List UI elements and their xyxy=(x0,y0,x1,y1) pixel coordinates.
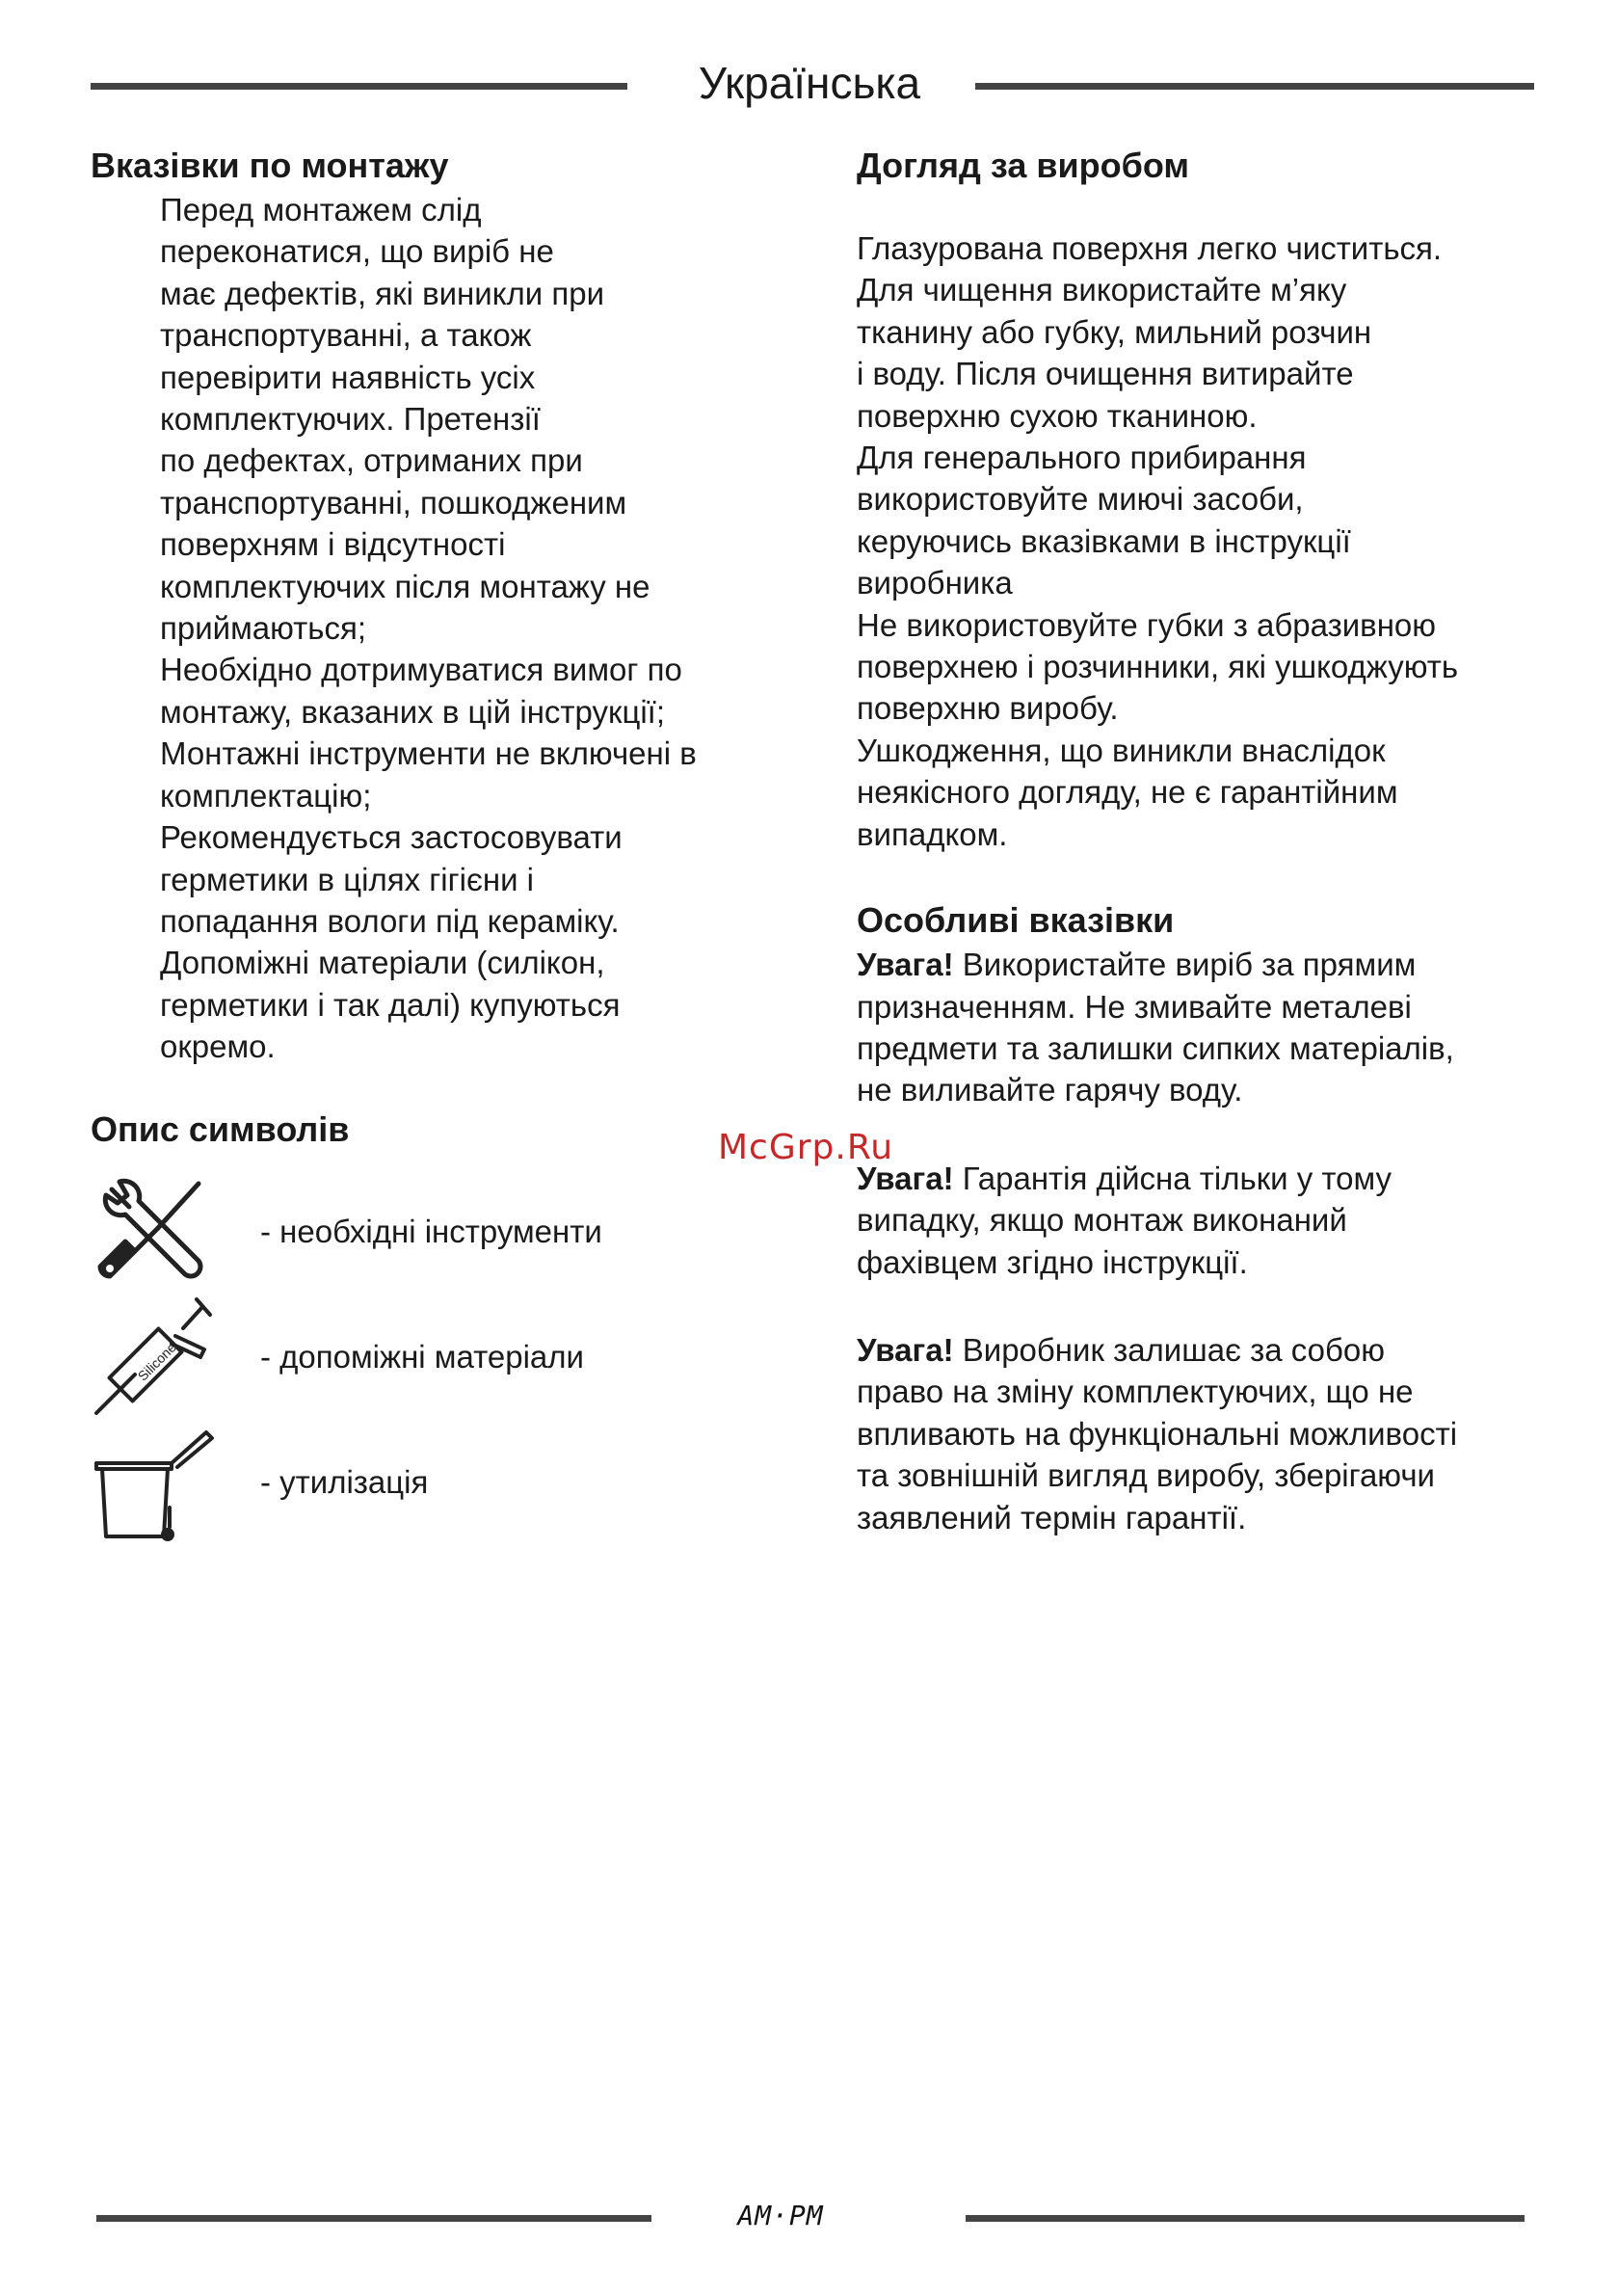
installation-text xyxy=(91,189,784,1068)
special-line: право на зміну комплектуючих, що не xyxy=(857,1374,1414,1410)
symbols-list xyxy=(91,1168,765,1544)
care-line: поверхню сухою тканиною. xyxy=(857,397,1258,434)
care-line: Для генерального прибирання xyxy=(857,440,1307,476)
installation-line: переконатися, що виріб не xyxy=(160,233,554,270)
warning-label: Увага! xyxy=(857,1160,954,1196)
installation-line: попадання вологи під кераміку. xyxy=(160,902,620,939)
installation-line: перевірити наявність усіх xyxy=(160,359,536,395)
installation-line: монтажу, вказаних в цій інструкції; xyxy=(160,693,666,730)
care-line: тканину або губку, мильний розчин xyxy=(857,313,1372,350)
installation-line: Необхідно дотримуватися вимог по xyxy=(160,652,682,688)
silicone-label: Silicone xyxy=(134,1339,179,1384)
installation-line: транспортуванні, пошкодженим xyxy=(160,484,627,521)
special-line: впливають на функціональні можливості xyxy=(857,1415,1458,1452)
care-line: керуючись вказівками в інструкції xyxy=(857,522,1351,559)
header-rule-right xyxy=(975,83,1534,90)
installation-section xyxy=(91,143,784,1068)
symbol-label-disposal: - утилізація xyxy=(260,1464,429,1500)
installation-line: комплектацію; xyxy=(160,777,372,814)
special-line: призначенням. Не змивайте металеві xyxy=(857,988,1412,1025)
care-line: Глазурована поверхня легко чиститься. xyxy=(857,230,1443,266)
special-line: не виливайте гарячу воду. xyxy=(857,1072,1243,1108)
installation-line: герметики в цілях гігієни і xyxy=(160,861,535,897)
installation-line: Монтажні інструменти не включені в xyxy=(160,735,697,772)
care-line: Для чищення використайте м’яку xyxy=(857,272,1347,308)
symbol-label-materials: - допоміжні матеріали xyxy=(260,1339,584,1375)
footer-rule-left xyxy=(96,2215,651,2222)
symbol-row-materials xyxy=(91,1294,765,1419)
symbol-row-disposal xyxy=(91,1419,765,1544)
warning-text: Гарантія дійсна тільки у тому xyxy=(962,1160,1393,1196)
installation-line: герметики і так далі) купуються xyxy=(160,986,621,1023)
installation-line: транспортуванні, а також xyxy=(160,317,532,354)
care-section xyxy=(857,143,1551,1538)
installation-line: по дефектах, отриманих при xyxy=(160,442,583,479)
waste-bin-icon xyxy=(91,1419,225,1544)
installation-line: окремо. xyxy=(160,1028,276,1065)
care-line: випадком. xyxy=(857,815,1008,852)
installation-line: Перед монтажем слід xyxy=(160,192,482,227)
special-line: випадку, якщо монтаж виконаний xyxy=(857,1202,1347,1239)
footer-rule-right xyxy=(966,2215,1525,2222)
installation-line: Допоміжні матеріали (силікон, xyxy=(160,945,605,981)
care-line: Не використовуйте губки з абразивною xyxy=(857,606,1437,643)
warning-text: Використайте виріб за прямим xyxy=(962,947,1417,983)
symbols-heading: Опис символів xyxy=(91,1109,350,1149)
page-title: Українська xyxy=(698,58,921,108)
care-line: і воду. Після очищення витирайте xyxy=(857,356,1354,392)
special-line: предмети та залишки сипких матеріалів, xyxy=(857,1029,1454,1066)
installation-heading: Вказівки по монтажу xyxy=(91,146,449,185)
care-heading: Догляд за виробом xyxy=(857,146,1189,185)
care-line: використовуйте миючі засоби, xyxy=(857,481,1304,518)
tools-icon xyxy=(91,1168,225,1294)
installation-line: Рекомендується застосовувати xyxy=(160,819,623,856)
care-line: виробника xyxy=(857,565,1013,601)
symbol-row-tools xyxy=(91,1168,765,1294)
special-line: заявлений термін гарантії. xyxy=(857,1499,1247,1535)
installation-line: приймаються; xyxy=(160,610,367,647)
special-line: та зовнішній вигляд виробу, зберігаючи xyxy=(857,1457,1435,1494)
silicone-gun-icon xyxy=(91,1294,225,1419)
warning-label: Увага! xyxy=(857,947,954,983)
care-line: поверхнею і розчинники, які ушкоджують xyxy=(857,649,1459,685)
care-line: поверхню виробу. xyxy=(857,690,1119,727)
special-note-1 xyxy=(857,944,1551,1111)
installation-line: комплектуючих після монтажу не xyxy=(160,568,650,604)
installation-line: комплектуючих. Претензії xyxy=(160,401,541,438)
special-line: фахівцем згідно інструкції. xyxy=(857,1243,1248,1280)
symbol-label-tools: - необхідні інструменти xyxy=(260,1214,602,1249)
warning-text: Виробник залишає за собою xyxy=(962,1331,1385,1368)
warning-label: Увага! xyxy=(857,1331,954,1368)
watermark: McGrp.Ru xyxy=(718,1128,894,1167)
care-line: неякісного догляду, не є гарантійним xyxy=(857,774,1398,811)
care-line: Ушкодження, що виникли внаслідок xyxy=(857,732,1386,768)
special-heading: Особливі вказівки xyxy=(857,900,1175,941)
installation-line: має дефектів, які виникли при xyxy=(160,275,605,311)
header-rule-left xyxy=(91,83,627,90)
installation-line: поверхням і відсутності xyxy=(160,526,506,563)
special-note-3 xyxy=(857,1329,1551,1538)
brand-logo: AM·PM xyxy=(737,2200,824,2231)
special-note-2 xyxy=(857,1158,1551,1283)
care-text xyxy=(857,227,1551,855)
